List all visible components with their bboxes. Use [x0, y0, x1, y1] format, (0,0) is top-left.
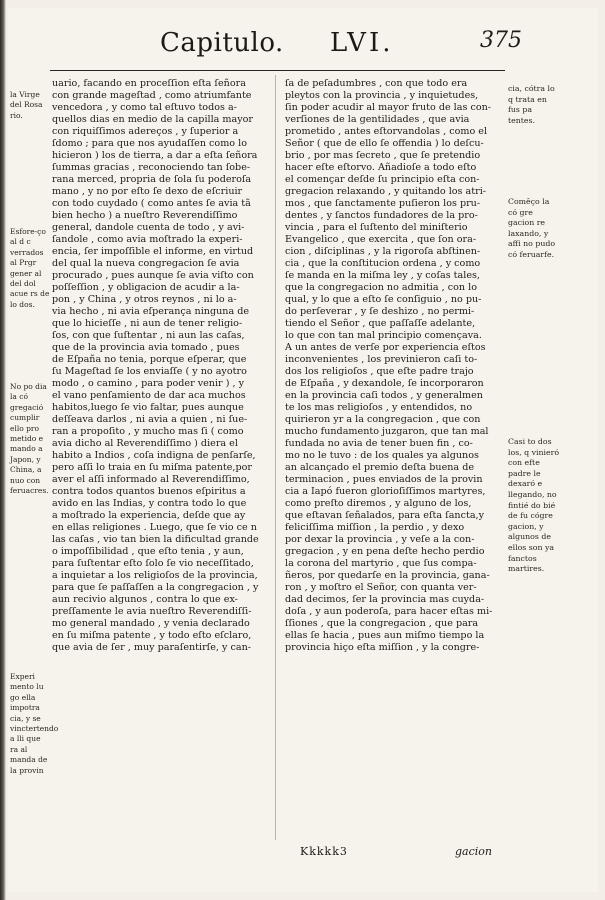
- text-column-left: [52, 78, 272, 838]
- chapter-title: Capitulo.: [160, 28, 284, 58]
- text-line: lo que con tan mal principio començava.: [285, 330, 482, 341]
- text-line: modo , o camino , para poder venir ) , y: [52, 378, 245, 389]
- text-line: en ſu miſma patente , y todo eſto eſclaro,: [52, 630, 252, 641]
- text-line: ſin poder acudir al mayor fruto de las con-: [285, 102, 492, 113]
- text-line: habito a Indios , coſa indigna de penſarſe,: [52, 450, 256, 461]
- text-line: mo general mandado , y venia declarado: [52, 618, 250, 629]
- text-line: poſſeſſion , y obligacion de acudir a la-: [52, 282, 240, 293]
- text-line: ſe manda en la miſma ley , y coſas tales,: [285, 270, 480, 281]
- text-line: qual, y lo que a eſto ſe conſiguio , no pu-: [285, 294, 482, 305]
- text-line: mucho fundamento juzgaron, que tan mal: [285, 426, 489, 437]
- text-line: bien hecho ) a nueſtro Reverendiſſimo: [52, 210, 238, 221]
- text-line: a inquietar a los religioſos de la provincia,: [52, 570, 258, 581]
- text-line: quirieron yr a la congregacion , que con: [285, 414, 481, 425]
- margin-note: la Virge del Rosa rio.: [10, 90, 43, 120]
- text-line: avia dicho al Reverendiſſimo ) diera el: [52, 438, 238, 449]
- margin-note: Casi to dos los, q vinieró con efte padre le dexaró e llegando, no fintié do bié de fu cógre gacion, y algunos de ellos son ya fanctos martires.: [508, 437, 560, 574]
- page-number: 375: [480, 28, 522, 53]
- text-line: que la congregacion no admitia , con lo: [285, 282, 477, 293]
- text-line: avido en las Indias, y contra todo lo que: [52, 498, 247, 509]
- text-line: dad decimos, ſer la provincia mas cuyda-: [285, 594, 485, 605]
- text-line: del qual la nueva congregacion ſe avia: [52, 258, 240, 269]
- text-line: de Eſpaña , y dexandole, ſe incorporaron: [285, 378, 484, 389]
- column-divider: [275, 75, 276, 840]
- text-line: el començar deſde ſu principio eſta con-: [285, 174, 480, 185]
- text-line: contra todos quantos buenos eſpiritus a: [52, 486, 246, 497]
- text-line: con riquiſſimos adereços , y ſuperior a: [52, 126, 239, 137]
- text-line: como preſto diremos , y alguno de los,: [285, 498, 472, 509]
- text-line: do perſeverar , y ſe deshizo , no permi-: [285, 306, 475, 317]
- text-line: con grande mageſtad , como atriumfante: [52, 90, 252, 101]
- text-line: tiendo el Señor , que paſſaſſe adelante,: [285, 318, 476, 329]
- text-line: aun recivio algunos , contra lo que ex-: [52, 594, 238, 605]
- text-line: las caſas , vio tan bien la dificultad grande: [52, 534, 259, 545]
- text-line: terminacion , pues enviados de la provin: [285, 474, 483, 485]
- text-line: ñeros, por quedarſe en la provincia, gana-: [285, 570, 490, 581]
- text-line: procurado , pues aunque ſe avia viſto con: [52, 270, 254, 281]
- text-line: que avia de ſer , muy paraſentirſe, y can-: [52, 642, 251, 653]
- running-header: [120, 18, 590, 62]
- text-column-right: [285, 78, 505, 838]
- text-line: cia , que la conſtitucion ordena , y como: [285, 258, 481, 269]
- text-line: para que ſe paſſaſſen a la congregacion , y: [52, 582, 259, 593]
- text-line: vincia , para el ſuſtento del miniſterio: [285, 222, 468, 233]
- text-line: deſſeava darlos , ni avia a quien , ni ſue-: [52, 414, 248, 425]
- text-line: por dexar la provincia , y veſe a la con-: [285, 534, 475, 545]
- text-line: uario, facando en proceſſion eſta ſeñora: [52, 78, 246, 89]
- text-line: general, dandole cuenta de todo , y avi-: [52, 222, 245, 233]
- text-line: pero aſſi lo traia en ſu miſma patente,por: [52, 462, 252, 473]
- text-line: preſſamente le avia nueſtro Reverendiſſi-: [52, 606, 252, 617]
- book-spine-edge: [0, 0, 6, 900]
- text-line: rana merced, propria de ſola ſu poderoſa: [52, 174, 252, 185]
- text-line: pon , y China , y otros reynos , ni lo a-: [52, 294, 237, 305]
- text-line: Evangelico , que exercita , que ſon ora-: [285, 234, 477, 245]
- text-line: que eſtavan ſeñalados, para eſta ſancta,y: [285, 510, 485, 521]
- text-line: dos los religioſos , que eſte padre trajo: [285, 366, 474, 377]
- header-rule: [50, 70, 505, 71]
- text-line: gregacion , y en pena deſte hecho perdio: [285, 546, 485, 557]
- text-line: inconvenientes , los previnieron caſi to-: [285, 354, 478, 365]
- text-line: el vano penſamiento de dar aca muchos: [52, 390, 246, 401]
- text-line: gregacion relaxando , y quitando los atri-: [285, 186, 487, 197]
- text-line: ran a propoſito , y mucho mas ſi ( como: [52, 426, 244, 437]
- text-line: que lo hicieſſe , ni aun de tener religio-: [52, 318, 243, 329]
- text-line: an alcançado el premio deſta buena de: [285, 462, 475, 473]
- text-line: pleytos con la provincia , y inquietudes,: [285, 90, 479, 101]
- text-line: o impoſſibilidad , que eſto tenia , y aun,: [52, 546, 244, 557]
- text-line: mos , que ſanctamente puſieron los pru-: [285, 198, 481, 209]
- text-line: hacer eſte eſtorvo. Añadioſe a todo eſto: [285, 162, 477, 173]
- text-line: brio , por mas ſecreto , que ſe pretendio: [285, 150, 481, 161]
- chapter-number: LVI.: [330, 28, 394, 58]
- text-line: ſummas gracias , reconociendo tan ſobe-: [52, 162, 251, 173]
- text-line: feliciſſima miſſion , la perdio , y dexo: [285, 522, 465, 533]
- text-line: cia a Iapó fueron glorioſiſſimos martyres,: [285, 486, 486, 497]
- text-line: quellos dias en medio de la capilla mayor: [52, 114, 254, 125]
- printer-signature: Kkkkk3: [300, 845, 348, 858]
- text-line: de Eſpaña no tenia, porque eſperar, que: [52, 354, 247, 365]
- text-line: doſa , y aun poderoſa, para hacer eſtas mi-: [285, 606, 493, 617]
- text-line: ſdomo ; para que nos ayudaſſen como lo: [52, 138, 247, 149]
- margin-note: Experi mento lu go ella impotra cia, y se vinctertendo a lli que ra al manda de la provin: [10, 672, 59, 775]
- text-line: habitos,luego ſe vio faltar, pues aunque: [52, 402, 244, 413]
- text-line: mo no le tuvo : de los quales ya algunos: [285, 450, 479, 461]
- text-line: la corona del martyrio , que ſus compa-: [285, 558, 477, 569]
- text-line: A un antes de verſe por experiencia eſtos: [285, 342, 486, 353]
- text-line: encia, ſer impoſſible el informe, en virtud: [52, 246, 254, 257]
- text-line: aver el aſſi informado al Reverendiſſimo,: [52, 474, 250, 485]
- margin-note: No po dia la có gregació cumplir ello pro metido e mando a Japon, y China, a nuo con feruacres.: [10, 382, 49, 496]
- text-line: mano , y no por eſto ſe dexo de eſcriuir: [52, 186, 243, 197]
- margin-note: Comêço la có gre gacion re laxando, y affi no pudo có feruarfe.: [508, 197, 556, 259]
- text-line: Señor ( que de ello ſe offendia ) lo deſcu-: [285, 138, 484, 149]
- margin-note: cia, cótra lo q trata en fus pa tentes.: [508, 84, 555, 125]
- text-line: prometido , antes eſtorvandolas , como el: [285, 126, 488, 137]
- text-line: ſa de peſadumbres , con que todo era: [285, 78, 468, 89]
- text-line: dentes , y ſanctos fundadores de la pro-: [285, 210, 478, 221]
- text-line: que de la provincia avia tomado , pues: [52, 342, 240, 353]
- text-line: en la provincia caſi todos , y generalmen: [285, 390, 483, 401]
- text-line: con todo cuydado ( como antes ſe avia tã: [52, 198, 251, 209]
- catchword: gacion: [455, 845, 492, 858]
- margin-note: Esfore-ço al d c verrados al Prgr gener al del dol acue rs de lo dos.: [10, 227, 50, 309]
- text-line: ſandole , como avia moſtrado la experi-: [52, 234, 243, 245]
- page-footer: [50, 845, 510, 863]
- text-line: verſiones de la gentilidades , que avia: [285, 114, 470, 125]
- text-line: ron , y moſtro el Señor, con quanta ver-: [285, 582, 477, 593]
- text-line: hicieron ) los de tierra, a dar a eſta ſeñora: [52, 150, 258, 161]
- text-line: ſos, con que ſuſtentar , ni aun las caſas,: [52, 330, 245, 341]
- right-margin-notes: [508, 82, 560, 842]
- text-line: ſſiones , que la congregacion , que para: [285, 618, 479, 629]
- text-line: ſu Mageſtad ſe los enviaſſe ( y no ayotro: [52, 366, 247, 377]
- text-line: vencedora , y como tal eſtuvo todos a-: [52, 102, 237, 113]
- text-line: para ſuſtentar eſto ſolo ſe vio neceſſitado,: [52, 558, 254, 569]
- text-line: cion , diſciplinas , y la rigoroſa abſtinen-: [285, 246, 481, 257]
- text-line: te los mas religioſos , y entendidos, no: [285, 402, 473, 413]
- text-line: fundada no avia de tener buen fin , co-: [285, 438, 473, 449]
- text-line: en ellas religiones . Luego, que ſe vio ce n: [52, 522, 257, 533]
- left-margin-notes: [10, 82, 59, 842]
- text-line: provincia hiço eſta miſſion , y la congre-: [285, 642, 480, 653]
- text-line: a moſtrado la experiencia, deſde que ay: [52, 510, 246, 521]
- text-line: ellas ſe hacia , pues aun miſmo tiempo la: [285, 630, 485, 641]
- text-line: via hecho , ni avia eſperança ninguna de: [52, 306, 250, 317]
